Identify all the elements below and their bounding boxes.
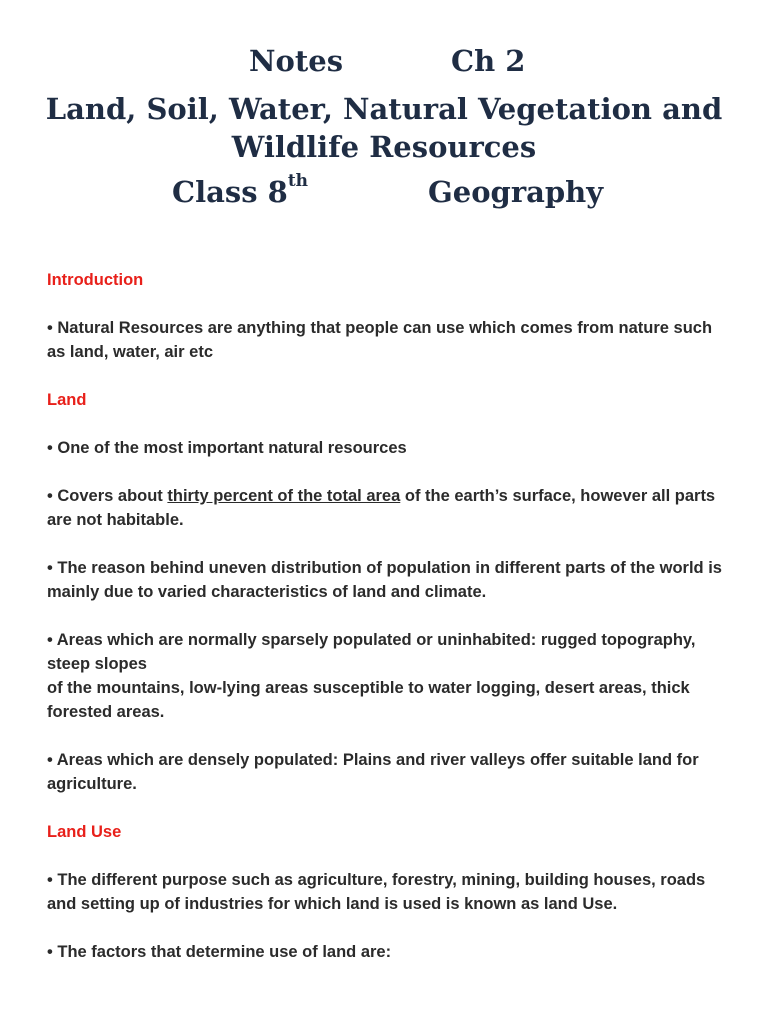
- title-line-notes-chapter: [0, 44, 768, 84]
- section-heading-land: Land: [47, 391, 87, 409]
- notes-body: [47, 268, 727, 964]
- notes-label: Notes: [249, 44, 344, 78]
- section-heading-introduction: Introduction: [47, 271, 144, 289]
- bullet-uneven-distribution: • The reason behind uneven distribution of population in different parts of the world is mainly due to varied characteristics of land and climate.: [47, 559, 722, 601]
- bullet-important-resource: • One of the most important natural resources: [47, 439, 407, 457]
- title-line-class-subject: [0, 171, 768, 215]
- bullet-sparsely-populated-line2: of the mountains, low-lying areas susceptible to water logging, desert areas, thick forested areas.: [47, 679, 690, 721]
- bullet-land-use-factors: • The factors that determine use of land are:: [47, 943, 392, 961]
- bullet-covers-area-pre: • Covers about: [47, 487, 168, 505]
- subject-label: Geography: [428, 175, 604, 209]
- class-text: Class 8: [172, 175, 288, 209]
- bullet-land-use-definition: • The different purpose such as agriculture, forestry, mining, building houses, roads and setting up of industries for which land is used is known as land Use.: [47, 871, 706, 913]
- bullet-densely-populated: • Areas which are densely populated: Plains and river valleys offer suitable land for agriculture.: [47, 751, 699, 793]
- chapter-label: Ch 2: [451, 44, 526, 78]
- bullet-sparsely-populated-line1: • Areas which are normally sparsely populated or uninhabited: rugged topography, steep slopes: [47, 631, 696, 673]
- class-superscript: th: [287, 171, 309, 191]
- class-label: [172, 171, 309, 209]
- bullet-covers-area-post: of the earth’s surface, however all parts are not habitable.: [47, 487, 716, 529]
- section-heading-land-use: Land Use: [47, 823, 122, 841]
- bullet-covers-area: [47, 484, 727, 532]
- bullet-natural-resources: • Natural Resources are anything that people can use which comes from nature such as land, water, air etc: [47, 319, 713, 361]
- chapter-title: Land, Soil, Water, Natural Vegetation and Wildlife Resources: [45, 92, 723, 164]
- underlined-phrase: thirty percent of the total area: [167, 487, 401, 505]
